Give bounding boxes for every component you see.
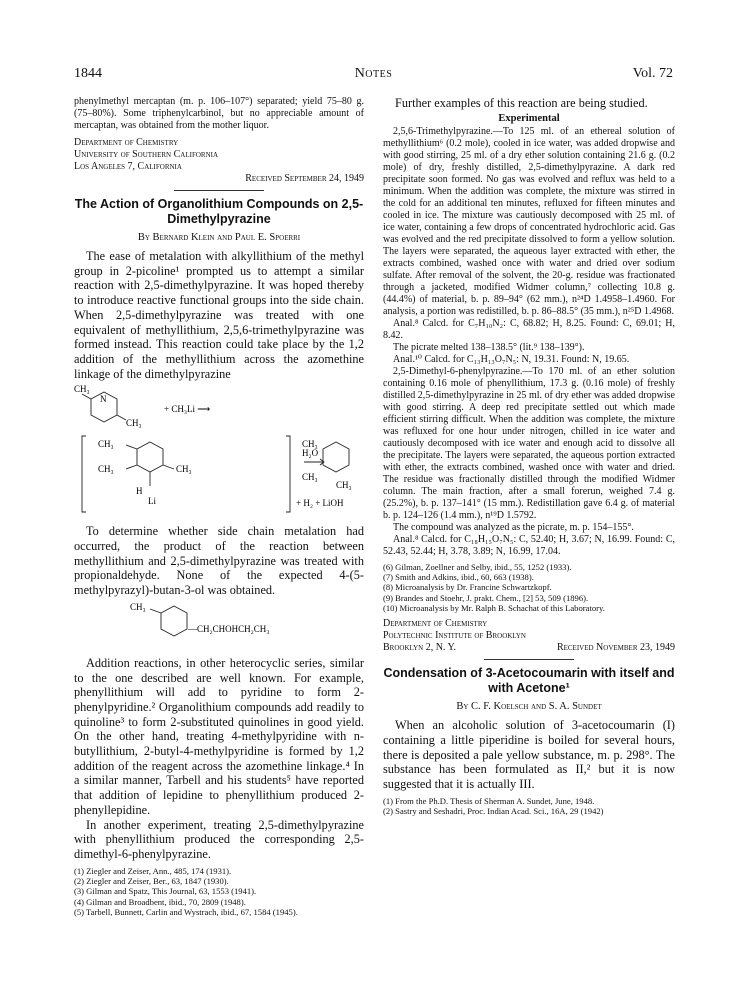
footnote: (5) Tarbell, Bunnett, Carlin and Wystrach, ibid., 67, 1584 (1945). [74,906,298,917]
footnote: (1) From the Ph.D. Thesis of Sherman A. Sundet, June, 1948. [383,795,595,806]
structure-2 [74,598,364,656]
footnote: (8) Microanalysis by Dr. Francine Schwartzkopf. [383,582,552,593]
article-byline-2: By C. F. Koelsch and S. A. Sundet [456,701,602,713]
received-date: Received November 23, 1949 [556,642,675,654]
section-title: Notes [354,66,393,81]
footnote: (2) Ziegler and Zeiser, Ber., 63, 1847 (1930). [74,875,229,886]
volume-label: Vol. 72 [632,66,673,81]
paragraph-4: In another experiment, treating 2,5-dimethylpyrazine with phenyllithium produced the corresponding 2,5-dimethyl-6-phenylpyrazine. [74,817,364,861]
scheme1-n: N [100,394,107,405]
scheme1-int-a: CH₃ [98,439,114,450]
divider [484,659,574,660]
prev-received-date: Received September 24, 1949 [245,173,364,184]
paragraph-1: The ease of metalation with alkyllithium of the methyl group in 2-picoline¹ prompted us to attempt a similar reaction with 2,5-dimethylpyrazine. It was hoped thereby to introduce reactive functional groups into the side chain. When 2,5-dimethylpyrazine was treated with one equivalent of methyllithium, 2,5,6-trimethylpyrazine was formed instead. This reaction could take place by the 1,2 addition of the methyllithium across the azomethine linkage of the dimethylpyrazine [74,249,364,381]
paragraph-2: To determine whether side chain metalation had occurred, the product of the reaction between methyllithium and 2,5-dimethylpyrazine was treated with propionaldehyde. None of the expected 4-(5-methylpyrazyl)-butan-3-ol was obtained. [74,524,364,598]
affiliation-2: Polytechnic Institute of Brooklyn [383,630,526,642]
structure2-sub: CH₃ [130,601,146,612]
left-column [74,96,364,917]
footnote: (6) Gilman, Zoellner and Selby, ibid., 55, 1252 (1933). [383,561,572,572]
analysis-2: Anal.¹⁰ Calcd. for C₁₃H₁₃O₇N₅: N, 19.31. Found: N, 19.65. [393,353,630,365]
scheme1-int-h: H [136,486,143,497]
affiliation-last-line [383,642,675,654]
footnote: (1) Ziegler and Zeiser, Ann., 485, 174 (1931). [74,865,232,876]
prev-affiliation-2: University of Southern California [74,149,219,160]
prev-affiliation-3: Los Angeles 7, California [74,161,182,172]
picrate-note: The picrate melted 138–138.5° (lit.⁹ 138–139°). [393,341,585,353]
scheme1-byproducts: + H₂ + LiOH [296,498,344,509]
structure2-chain: —CH₂CHOHCH₂CH₃ [188,623,270,634]
experimental-1: 2,5,6-Trimethylpyrazine.—To 125 ml. of an ethereal solution of methyllithium⁶ (0.2 mole), cooled in ice water, was added dropwise and with good stirring, 25 ml. of a dry ether solution containing 21.6 g. (0.2 mole) of dry, freshly distilled, 2,5-dimethylpyrazine. A dark red precipitate soon formed. No gas was evolved and reflux was held to a minimum. When the addition was complete, the mixture was stirred in the cold for an additional ten minutes, refluxed for fifteen minutes and cooled in ice. The mixture was cautiously decomposed with 25 ml. of ice water, containing a few drops of concentrated hydrochloric acid. Gas was evolved and the red precipitate dissolved to form a yellow solution. The layers were separated, the aqueous layer extracted with ether, the extracts combined, washed once with water and dried over sodium sulfate. After removal of the solvent, the 20-g. residue was fractionated through a jacketed, modified Widmer column,⁷ collecting 10.8 g. (44.4%) of material, b. p. 89–94° (62 mm.), n²⁴D 1.4958–1.4960. For analysis, a portion was redistilled, b. p. 86–88.5° (35 mm.), n²⁵D 1.4968. [383,125,675,317]
footnote: (10) Microanalysis by Mr. Ralph B. Schachat of this Laboratory. [383,602,605,613]
footnote: (3) Gilman and Spatz, This Journal, 63, 1553 (1941). [74,886,257,897]
scheme1-arrow-label: H₂O [302,448,319,459]
footnote: (2) Sastry and Seshadri, Proc. Indian Acad. Sci., 16A, 29 (1942) [383,806,604,816]
experimental-3: The compound was analyzed as the picrate, m. p. 154–155°. [393,521,634,533]
previous-article-end: phenylmethyl mercaptan (m. p. 106–107°) separated; yield 75–80 g. (75–80%). Some triphenylcarbinol, but no appreciable amount of mercaptan, was obtained from the mother liquor. [74,96,364,131]
paragraph-6: When an alcoholic solution of 3-acetocoumarin (I) containing a little piperidine is boiled for several hours, there is deposited a pale yellow substance, m. p. 298°. The substance has been formulated as II,² but it is now suggested that it is actually III. [383,718,675,791]
analysis-1: Anal.⁸ Calcd. for C₇H₁₀N₂: C, 68.82; H, 8.25. Found: C, 69.01; H, 8.42. [383,317,675,341]
article-byline: By Bernard Klein and Paul E. Spoerri [137,232,301,243]
scheme1-int-c: CH₃ [176,464,192,475]
page-header [74,66,673,82]
article-title: The Action of Organolithium Compounds on 2,5-Dimethylpyrazine [74,197,364,226]
footnote: (7) Smith and Adkins, ibid., 60, 663 (1938). [383,572,534,582]
scheme1-int-b: CH₃ [98,464,114,475]
prev-affiliation-1: Department of Chemistry [74,137,179,148]
scheme1-prod-b: CH₃ [302,472,318,483]
footnote: (4) Gilman and Broadbent, ibid., 70, 2809 (1948). [74,896,246,907]
scheme1-int-li: Li [148,496,156,507]
affiliation-1: Department of Chemistry [383,618,488,630]
article-title-2: Condensation of 3-Acetocoumarin with itself and with Acetone¹ [383,666,675,696]
paragraph-3: Addition reactions, in other heterocyclic series, similar to the one described are well known. For example, phenyllithium will add to pyridine to form 2-phenylpyridine.² Organolithium compounds add readily to quinoline³ to form 2-substituted quinolines in good yield. On the other hand, treating 4-methylpyridine with n-butyllithium, 2-butyl-4-methylpyridine is formed by 1,2 addition of the reagent across the azomethine linkage.⁴ In a similar manner, Tarbell and his students⁵ have reported that addition of lepidine to phenyllithium produced 2-phenyllepidine. [74,655,364,817]
reaction-scheme-1 [74,384,364,524]
right-column [383,96,675,816]
affiliation-city: Brooklyn 2, N. Y. [383,642,456,654]
scheme1-prod-a: CH₃ [302,439,318,450]
scheme1-sub2: CH₃ [126,418,142,429]
experimental-2: 2,5-Dimethyl-6-phenylpyrazine.—To 170 ml. of an ether solution containing 0.16 mole of phenyllithium, 17.3 g. (0.16 mole) of freshly distilled 2,5-dimethylpyrazine in 25 ml. of dry ether was added dropwise with good stirring. A deep red precipitate settled out which made efficient stirring difficult. When the addition was complete, the mixture was refluxed for one hour under nitrogen, chilled in ice water and cautiously decomposed with ice water and enough acid to dissolve all the precipitate. The layers were separated, the aqueous portion extracted with ether, the extracts combined, washed once with water and dried. The residue was fractionally distilled through the modified Widmer column. The main fraction, after a small forerun, weighed 7.4 g. (25.2%), b. p. 137–141° (15 mm.). Redistillation gave 6.4 g. of material b. p. 124–126 (1.4 mm.), n¹⁹D 1.5792. [383,365,675,521]
divider [174,190,264,191]
page-number: 1844 [74,66,102,81]
scheme1-prod-c: CH₃ [336,480,352,491]
paragraph-5: Further examples of this reaction are being studied. [395,96,648,110]
analysis-3: Anal.⁸ Calcd. for C₁₈H₁₅O₇N₅: C, 52.40; H, 3.67; N, 16.99. Found: C, 52.43, 52.44; H, 3.78, 3.89; N, 16.99, 17.04. [383,533,675,557]
experimental-heading: Experimental [498,112,560,124]
footnote: (9) Brandes and Stoehr, J. prakt. Chem., [2] 53, 509 (1896). [383,592,589,603]
scheme1-reagent: + CH₃Li ⟶ [164,404,211,415]
scheme1-sub1: CH₃ [74,384,90,395]
